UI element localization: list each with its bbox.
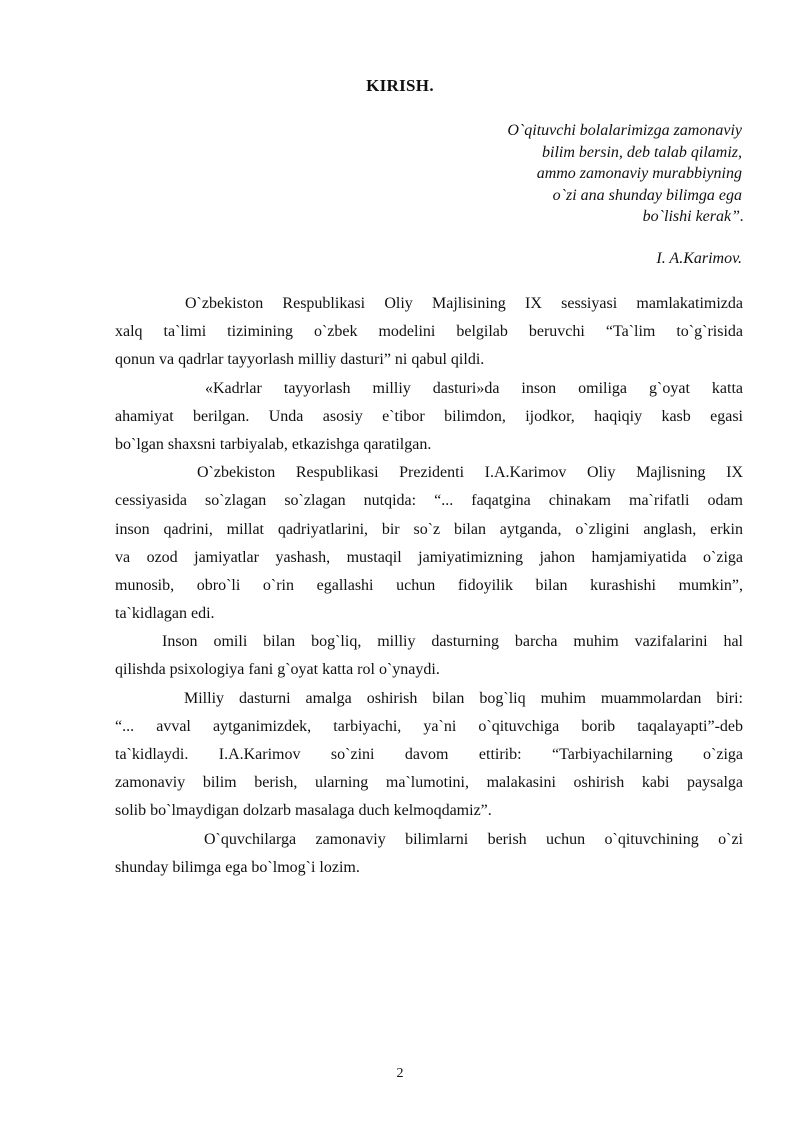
text-line: qilishda psixologiya fani g`oyat katta rol o`ynaydi. [115,661,440,679]
text-line: munosib, obro`li o`rin egallashi uchun fidoyilik bilan kurashishi mumkin”, [115,576,743,594]
page-number: 2 [396,1066,404,1081]
epigraph-line: O`qituvchi bolalarimizga zamonaviy [507,122,742,139]
text-line: O`quvchilarga zamonaviy bilimlarni berish uchun o`qituvchining o`zi [204,830,743,848]
text-line: «Kadrlar tayyorlash milliy dasturi»da inson omiliga g`oyat katta [205,379,743,397]
section-title: KIRISH. [366,76,434,95]
text-line: inson qadrini, millat qadriyatlarini, bir so`z bilan aytganda, o`zligini anglash, erkin [115,520,743,538]
epigraph-line: ammo zamonaviy murabbiyning [536,165,742,182]
text-line: bo`lgan shaxsni tarbiyalab, etkazishga qaratilgan. [115,435,432,453]
text-line: ta`kidlaydi. I.A.Karimov so`zini davom ettirib: “Tarbiyachilarning o`ziga [115,746,743,763]
text-line: xalq ta`limi tizimining o`zbek modelini belgilab beruvchi “Ta`lim to`g`risida [115,323,743,341]
text-line: Inson omili bilan bog`liq, milliy dasturning barcha muhim vazifalarini hal [162,633,743,651]
text-line: “... avval aytganimizdek, tarbiyachi, ya`ni o`qituvchiga borib taqalayapti”-deb [115,717,743,735]
body-text [115,290,743,882]
text-line: ahamiyat berilgan. Unda asosiy e`tibor bilimdon, ijodkor, haqiqiy kasb egasi [115,407,743,425]
epigraph-author: I. A.Karimov. [656,250,742,267]
text-line: va ozod jamiyatlar yashash, mustaqil jamiyatimizning jahon hamjamiyatida o`ziga [115,548,743,566]
text-line: O`zbekiston Respublikasi Oliy Majlisining IX sessiyasi mamlakatimizda [185,295,743,312]
text-line: zamonaviy bilim berish, ularning ma`lumotini, malakasini oshirish kabi paysalga [115,774,743,792]
epigraph [322,120,742,228]
text-line: solib bo`lmaydigan dolzarb masalaga duch kelmoqdamiz”. [115,802,492,820]
text-line: qonun va qadrlar tayyorlash milliy dasturi” ni qabul qildi. [115,351,485,369]
text-line: shunday bilimga ega bo`lmog`i lozim. [115,858,360,876]
text-line: Milliy dasturni amalga oshirish bilan bog`liq muhim muammolardan biri: [184,689,743,707]
text-line: cessiyasida so`zlagan so`zlagan nutqida: “... faqatgina chinakam ma`rifatli odam [115,492,743,510]
epigraph-line: bo`lishi kerak”. [642,208,744,225]
text-line: ta`kidlagan edi. [115,605,215,623]
text-line: O`zbekiston Respublikasi Prezidenti I.A.Karimov Oliy Majlisning IX [197,464,743,482]
epigraph-line: bilim bersin, deb talab qilamiz, [542,143,742,161]
epigraph-line: o`zi ana shunday bilimga ega [552,186,742,204]
